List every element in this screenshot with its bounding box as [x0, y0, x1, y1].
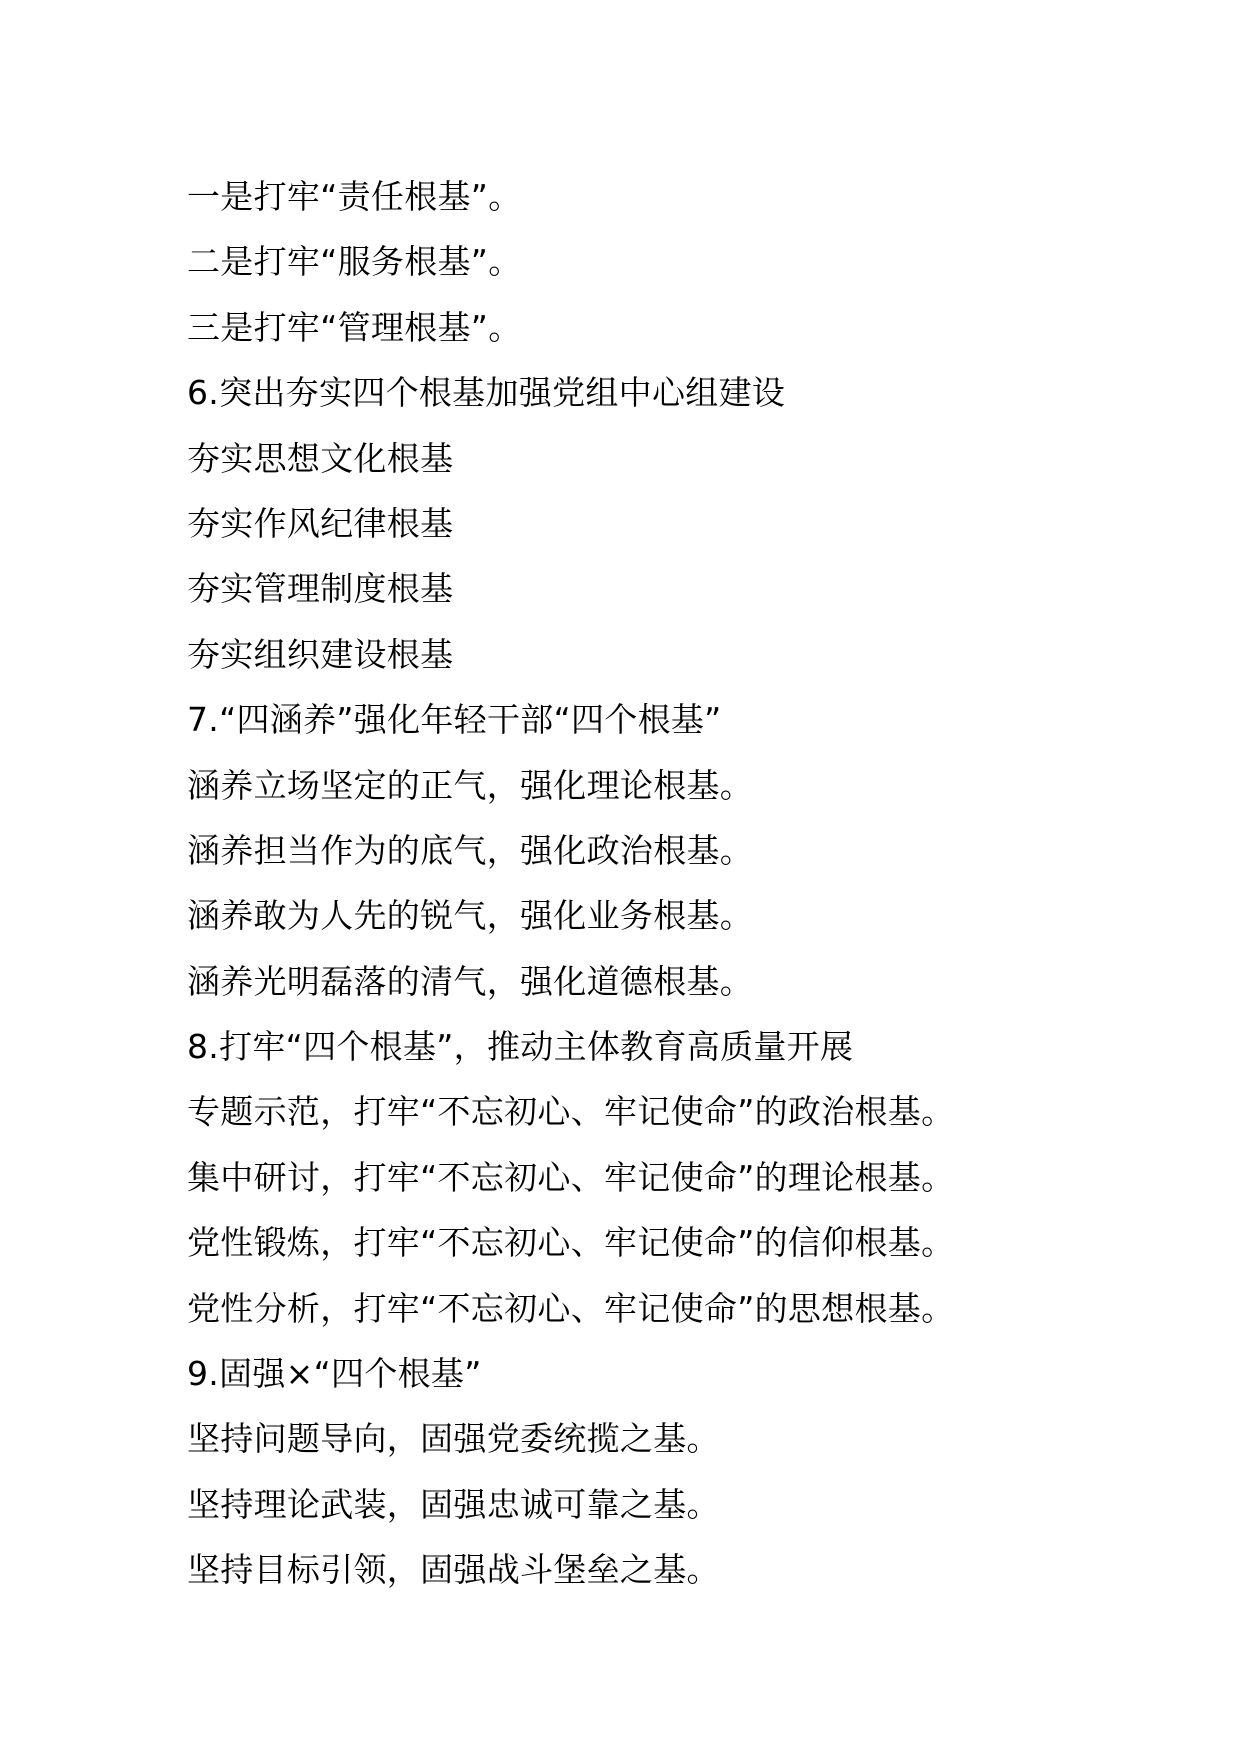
text-line: 党性锻炼，打牢“不忘初心、牢记使命”的信仰根基。 [187, 1223, 955, 1263]
text-line: 涵养敢为人先的锐气，强化业务根基。 [187, 896, 754, 936]
text-line: 集中研讨，打牢“不忘初心、牢记使命”的理论根基。 [187, 1157, 955, 1197]
text-line: 坚持理论武装，固强忠诚可靠之基。 [187, 1484, 720, 1524]
text-line: 夯实组织建设根基 [187, 634, 454, 674]
text-line: 坚持问题导向，固强党委统揽之基。 [187, 1419, 720, 1459]
text-line: 夯实作风纪律根基 [187, 503, 454, 543]
document-body [187, 164, 1187, 1603]
text-line: 专题示范，打牢“不忘初心、牢记使命”的政治根基。 [187, 1092, 955, 1132]
section-heading: 7.“四涵养”强化年轻干部“四个根基” [187, 700, 722, 740]
text-line: 二是打牢“服务根基”。 [187, 242, 522, 282]
text-line: 坚持目标引领，固强战斗堡垒之基。 [187, 1550, 720, 1590]
text-line: 夯实思想文化根基 [187, 438, 454, 478]
text-line: 涵养光明磊落的清气，强化道德根基。 [187, 961, 754, 1001]
text-line: 三是打牢“管理根基”。 [187, 307, 522, 347]
text-line: 党性分析，打牢“不忘初心、牢记使命”的思想根基。 [187, 1288, 955, 1328]
section-heading: 9.固强×“四个根基” [187, 1354, 482, 1394]
text-line: 涵养立场坚定的正气，强化理论根基。 [187, 765, 754, 805]
text-line: 夯实管理制度根基 [187, 569, 454, 609]
text-line: 一是打牢“责任根基”。 [187, 177, 522, 216]
text-line: 涵养担当作为的底气，强化政治根基。 [187, 830, 754, 870]
section-heading: 6.突出夯实四个根基加强党组中心组建设 [187, 373, 786, 413]
section-heading: 8.打牢“四个根基”，推动主体教育高质量开展 [187, 1027, 854, 1067]
